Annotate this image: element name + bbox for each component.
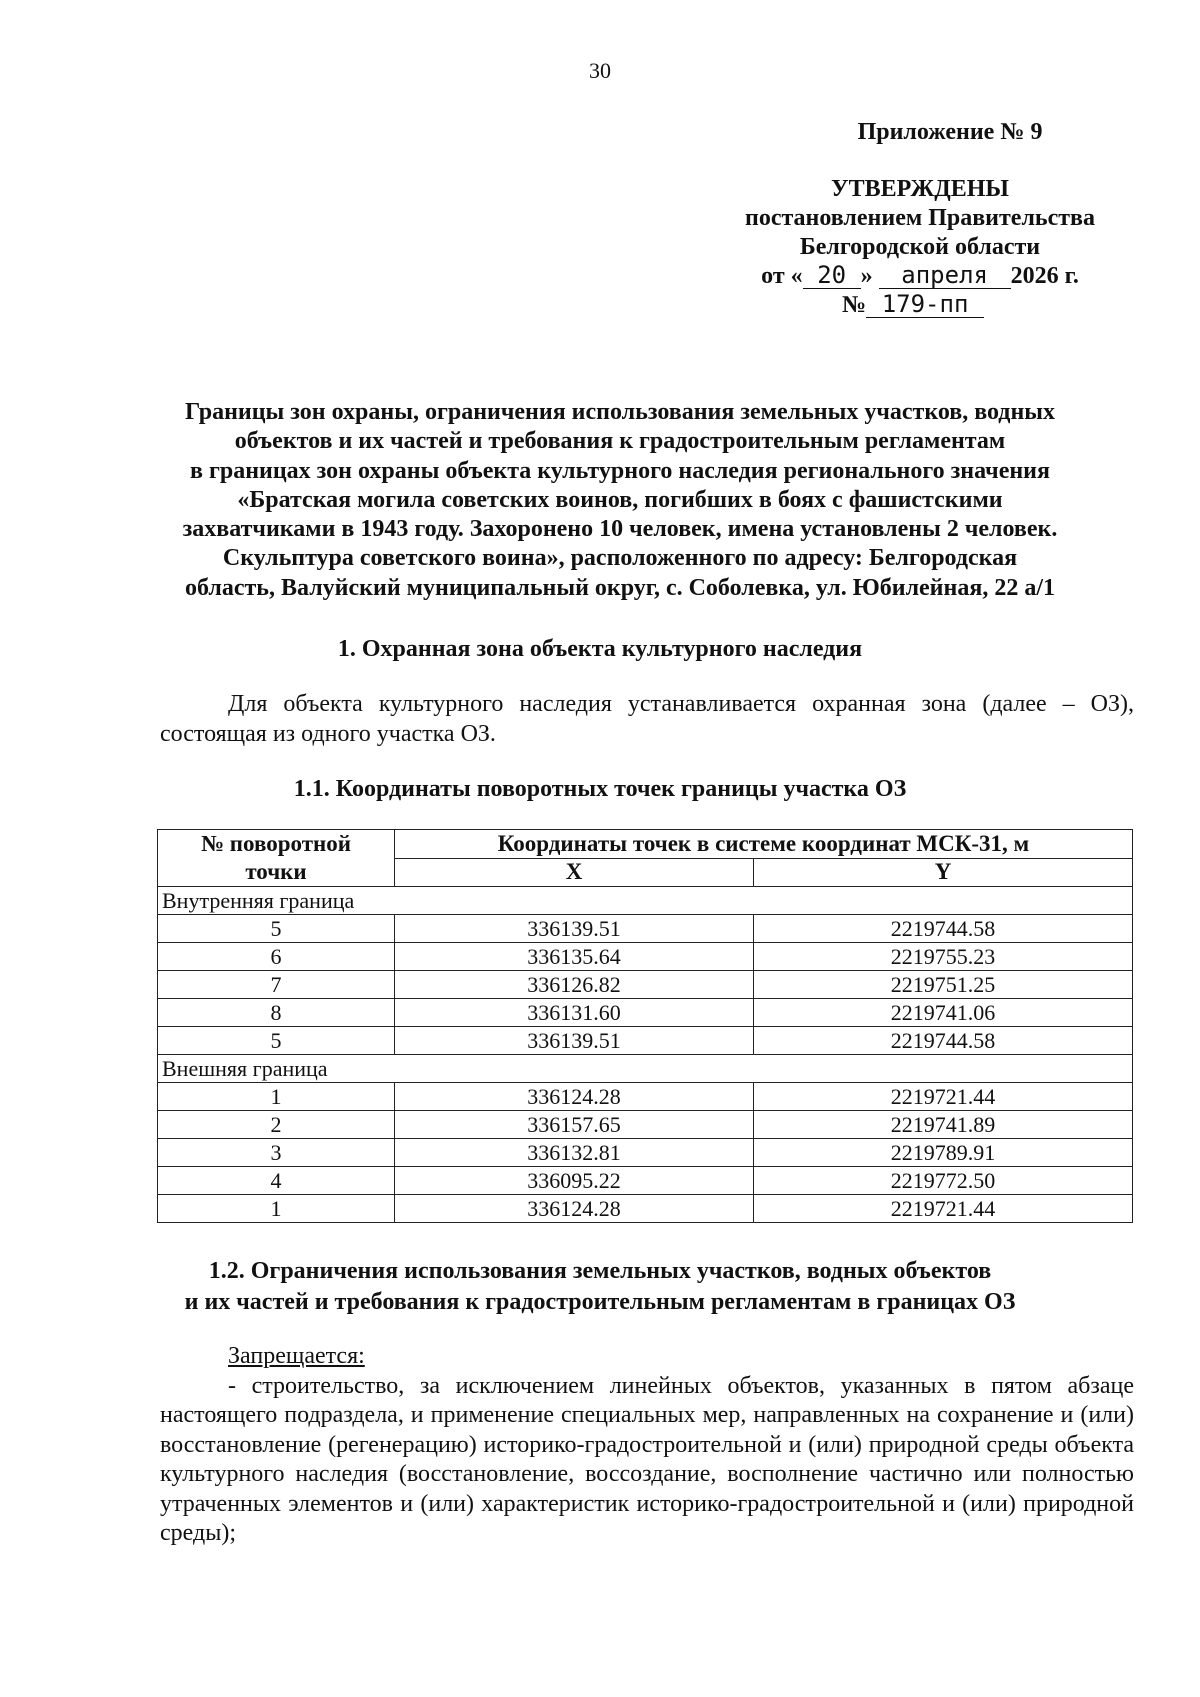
header-point-line1: № поворотной [200,831,352,856]
approved-label: УТВЕРЖДЕНЫ [831,176,1009,202]
header-y: Y [754,858,1133,887]
subsection12-heading [0,1256,1200,1318]
header-point-line2: точки [245,859,307,884]
x-cell: 336139.51 [395,1027,754,1055]
prohibited-label: Запрещается: [228,1343,365,1369]
table-row [158,1083,1133,1111]
point-cell: 7 [158,971,395,999]
y-cell: 2219741.89 [754,1111,1133,1139]
group-name: Внешняя граница [158,1055,1133,1083]
prohibited-item: - строительство, за исключением линейных объектов, указанных в пятом абзаце настоящего подраздела, и применение специальных мер, направленных на сохранение и (или) восстановление (регенерацию) историко-градостроительной и (или) природной среды объекта культурного наследия (восстановление, воссоздание, восполнение частично или полностью утраченных элементов и (или) характеристик историко-градостроительной и (или) природной среды); [160,1372,1134,1546]
header-x: X [395,858,754,887]
x-cell: 336095.22 [395,1167,754,1195]
y-cell: 2219755.23 [754,943,1133,971]
table-row [158,999,1133,1027]
x-cell: 336124.28 [395,1083,754,1111]
title-line: захватчиками в 1943 году. Захоронено 10 человек, имена установлены 2 человек. [182,516,1058,543]
x-cell: 336135.64 [395,943,754,971]
title-line: в границах зон охраны объекта культурного наследия регионального значения [189,457,1050,484]
group-name: Внутренняя граница [158,887,1133,915]
y-cell: 2219744.58 [754,1027,1133,1055]
y-cell: 2219789.91 [754,1139,1133,1167]
table-row [158,943,1133,971]
table-row [158,1027,1133,1055]
x-cell: 336139.51 [395,915,754,943]
table-header-row [158,830,1133,859]
date-mid: » [860,263,873,289]
table-row [158,1111,1133,1139]
number-prefix: № [841,292,867,318]
group-row [158,887,1133,915]
date-prefix: от « [761,263,803,289]
subsection12-heading-line1: 1.2. Ограничения использования земельных участков, водных объектов [208,1258,992,1284]
y-cell: 2219721.44 [754,1195,1133,1223]
approval-block [720,118,1120,320]
subsection12-heading-line2: и их частей и требования к градостроительным регламентам в границах ОЗ [184,1289,1016,1315]
section1-text: Для объекта культурного наследия устанавливается охранная зона (далее – ОЗ), состоящая из одного участка ОЗ. [160,691,1134,747]
table-row [158,1195,1133,1223]
y-cell: 2219744.58 [754,915,1133,943]
point-cell: 2 [158,1111,395,1139]
x-cell: 336124.28 [395,1195,754,1223]
approval-number [706,291,1120,320]
x-cell: 336157.65 [395,1111,754,1139]
y-cell: 2219751.25 [754,971,1133,999]
title-line: Границы зон охраны, ограничения использования земельных участков, водных [184,399,1056,425]
approval-date [720,262,1120,291]
point-cell: 6 [158,943,395,971]
annex-label: Приложение № 9 [857,119,1043,145]
date-day: 20 [803,262,861,289]
point-cell: 4 [158,1167,395,1195]
point-cell: 3 [158,1139,395,1167]
point-cell: 8 [158,999,395,1027]
coordinates-table [157,829,1133,1223]
table-row [158,915,1133,943]
point-cell: 5 [158,915,395,943]
title-line: объектов и их частей и требования к градостроительным регламентам [234,428,1006,455]
section1-heading: 1. Охранная зона объекта культурного наследия [337,636,863,662]
date-year: 2026 г. [1010,263,1079,289]
group-row [158,1055,1133,1083]
table-row [158,971,1133,999]
header-point [158,830,395,887]
section1-paragraph [160,690,1134,749]
y-cell: 2219721.44 [754,1083,1133,1111]
approved-by-line2: Белгородской области [799,234,1041,260]
point-cell: 1 [158,1083,395,1111]
number-value: 179-пп [866,291,984,318]
point-cell: 1 [158,1195,395,1223]
table-row [158,1139,1133,1167]
approved-by-line1: постановлением Правительства [744,205,1095,231]
point-cell: 5 [158,1027,395,1055]
header-coords: Координаты точек в системе координат МСК-31, м [395,830,1133,859]
title-line: «Братская могила советских воинов, погибших в боях с фашистскими [237,486,1003,513]
date-month: апреля [879,262,1011,289]
x-cell: 336131.60 [395,999,754,1027]
y-cell: 2219741.06 [754,999,1133,1027]
y-cell: 2219772.50 [754,1167,1133,1195]
prohibited-line [160,1342,1134,1372]
table-row [158,1167,1133,1195]
subsection12-body [160,1342,1134,1549]
subsection11-heading: 1.1. Координаты поворотных точек границы участка ОЗ [293,776,907,802]
document-title [120,398,1120,603]
x-cell: 336132.81 [395,1139,754,1167]
title-line: Скульптура советского воина», расположенного по адресу: Белгородская [222,545,1018,572]
page-number: 30 [589,58,611,83]
title-line: область, Валуйский муниципальный округ, с. Соболевка, ул. Юбилейная, 22 а/1 [185,574,1055,601]
x-cell: 336126.82 [395,971,754,999]
